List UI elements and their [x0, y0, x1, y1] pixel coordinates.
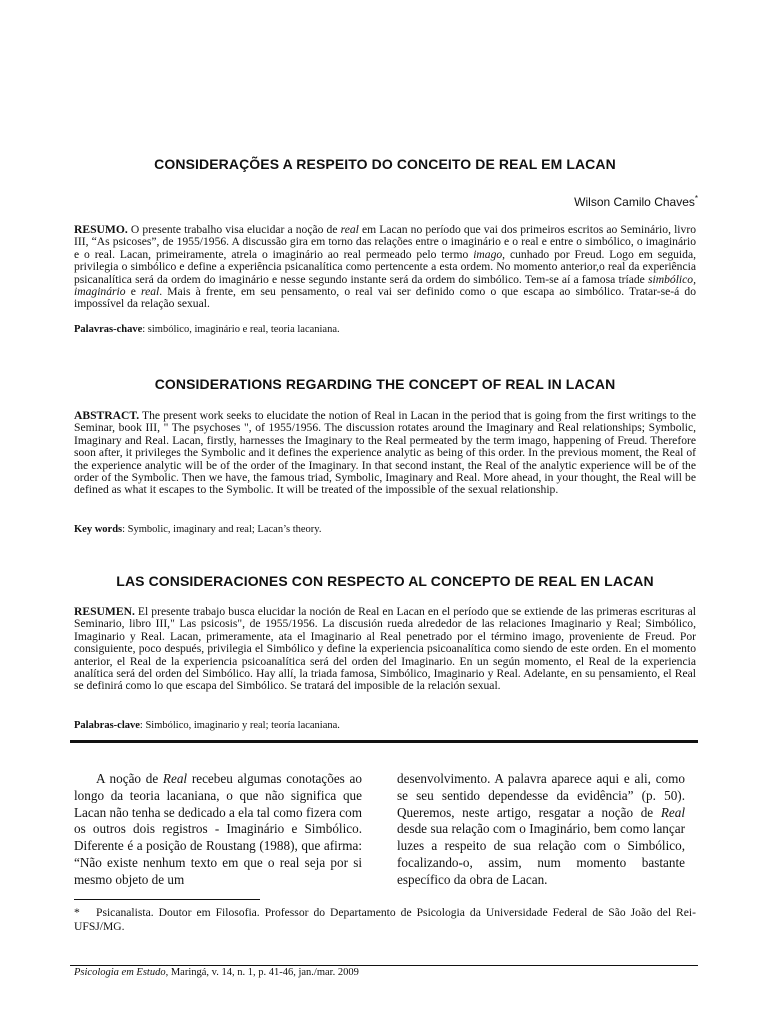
footnote-rule	[74, 899, 260, 900]
footer-rule	[70, 965, 698, 966]
body-column-right	[397, 771, 685, 889]
section-divider	[70, 740, 698, 743]
abstract-pt	[74, 224, 696, 311]
title-pt: CONSIDERAÇÕES A RESPEITO DO CONCEITO DE REAL EM LACAN	[154, 156, 616, 172]
body-italic: Real	[162, 771, 188, 786]
abstract-pt-text: e	[125, 285, 141, 299]
abstract-pt-italic: imago	[473, 247, 503, 261]
keywords-en-text: : Symbolic, imaginary and real; Lacan’s theory.	[122, 524, 322, 535]
abstract-es-label: RESUMEN.	[74, 605, 135, 618]
abstract-pt-italic: real	[141, 285, 160, 299]
author-footnote-mark: *	[694, 194, 698, 203]
author-name	[574, 194, 698, 209]
body-text: desde sua relação com o Imaginário, bem como lançar luzes a respeito de sua relação com o Simbólico, focalizando-o, assim, num momento bastante específico da obra de Lacan.	[397, 821, 685, 887]
keywords-en-label: Key words	[74, 524, 123, 535]
keywords-en	[74, 524, 696, 536]
journal-citation	[74, 967, 359, 978]
keywords-pt-text: : simbólico, imaginário e real, teoria lacaniana.	[142, 324, 340, 335]
journal-name: Psicologia em Estudo	[74, 967, 166, 978]
abstract-en	[74, 410, 696, 497]
abstract-pt-text: O presente trabalho visa elucidar a noção de	[127, 223, 341, 236]
body-column-left	[74, 771, 362, 889]
footnote-text: Psicanalista. Doutor em Filosofia. Professor do Departamento de Psicologia da Universidade Federal de São João del Rei-UFSJ/MG.	[74, 906, 696, 933]
title-es: LAS CONSIDERACIONES CON RESPECTO AL CONCEPTO DE REAL EN LACAN	[116, 573, 654, 589]
body-italic: Real	[660, 804, 685, 820]
abstract-pt-text: , cunhado por Freud. Logo em seguida, privilegia o simbólico e define a experiência psicanalítica como pertencente a esta ordem. No momento anterior,o real da experiência psicanalítica será da ordem do imaginário e nesse segundo instante será da ordem do simbólico. Tem-se aí a famosa tríade	[74, 247, 696, 286]
abstract-en-text: The present work seeks to elucidate the notion of Real in Lacan in the period that is going from the first writings to the Seminar, book III, " The psychoses ", of 1955/1956. The discussion rotates around the Imaginary and Real relationships; Symbolic, Imaginary and Real. Lacan, firstly, harnesses the Imaginary to the Real permeated by the term imago, happening of Freud. Therefore soon after, it privileges the Symbolic and it defines the experience analytic as being of this order. In the previous moment, the Real of the experience analytic will be of the order of the Imaginary. In that second instant, the Real of the analytic experience will be of the order of the Symbolic. Then we have, the famous triad, Symbolic, Imaginary and Real. More ahead, in your thought, the Real will be defined as what it escapes to the Symbolic. It will be treated of the impossible of the sexual relationship.	[74, 409, 696, 497]
keywords-pt-label: Palavras-chave	[74, 324, 143, 335]
abstract-pt-italic: simbólico, imaginário	[74, 272, 696, 299]
body-text: desenvolvimento. A palavra aparece aqui e ali, como se seu sentido dependesse da evidência” (p. 50). Queremos, neste artigo, resgatar a noção de	[397, 771, 685, 820]
abstract-pt-label: RESUMO.	[74, 223, 128, 236]
abstract-pt-text: . Mais à frente, em seu pensamento, o real vai ser definido como o que escapa ao simbólico. Tratar-se-á do impossível da relação sexual.	[74, 285, 696, 311]
title-en: CONSIDERATIONS REGARDING THE CONCEPT OF REAL IN LACAN	[154, 376, 616, 392]
journal-details: , Maringá, v. 14, n. 1, p. 41-46, jan./mar. 2009	[165, 967, 359, 978]
body-text: A noção de	[96, 771, 163, 786]
keywords-es-text: : Simbólico, imaginario y real; teoría lacaniana.	[139, 720, 340, 731]
body-text: recebeu algumas conotações ao longo da teoria lacaniana, o que não significa que Lacan não tenha se dedicado a ela tal como fizera com os outros dois registros - Imaginário e Simbólico. Diferente é a posição de Roustang (1988), que afirma: “Não existe nenhum texto em que o real seja por si mesmo objeto de um	[74, 771, 362, 887]
footnote-mark: *	[74, 906, 80, 919]
abstract-en-label: ABSTRACT.	[74, 409, 140, 422]
abstract-pt-text: em Lacan no período que vai dos primeiros escritos ao Seminário, livro III, “As psicoses”, de 1955/1956. A discussão gira em torno das relações entre o imaginário e o real e entre o simbólico, o imaginário e o real. Lacan, primeiramente, atrela o imaginário ao real permeado pelo termo	[74, 223, 696, 261]
keywords-pt	[74, 324, 696, 336]
abstract-es-text: El presente trabajo busca elucidar la noción de Real en Lacan en el período que se extiende de las primeras escrituras al Seminario, libro III," Las psicosis", de 1955/1956. La discusión rueda alrededor de las relaciones Imaginario y Real; Simbólico, Imaginario y Real. Lacan, primeramente, ata el Imaginario al Real penetrado por el término imago, proveniente de Freud. Por consiguiente, poco después, privilegia el Simbólico y define la experiencia psicoanalítica como siendo de este orden. En el momento anterior, el Real de la experiencia psicoanalítica será del orden del Imaginario. En un según momento, el Real de la experiencia analítica será del orden del Simbólico. Hay allí, la triada famosa, Simbólico, Imaginario y Real. Adelante, en su pensamiento, el Real se definirá como lo que escapa del Simbólico. Se tratará del imposible de la relación sexual.	[74, 605, 696, 693]
abstract-pt-italic: real	[340, 223, 359, 236]
keywords-es	[74, 720, 696, 732]
abstract-es	[74, 606, 696, 693]
keywords-es-label: Palabras-clave	[74, 720, 140, 731]
author-name-text: Wilson Camilo Chaves	[574, 195, 695, 209]
footnote	[74, 906, 696, 934]
